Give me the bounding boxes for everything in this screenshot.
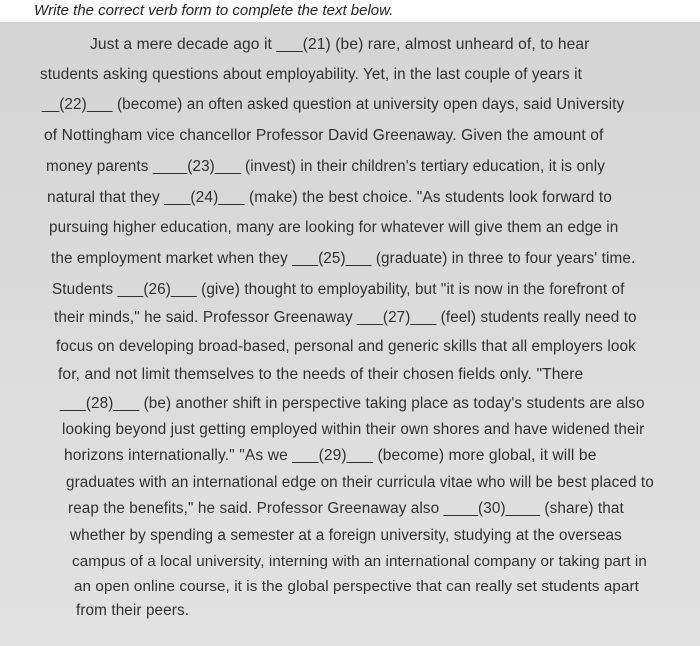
- passage-line: whether by spending a semester at a foreign university, studying at the overseas: [70, 527, 622, 544]
- passage-line: Students ___(26)___ (give) thought to employability, but "it is now in the forefront of: [52, 281, 625, 298]
- passage-line: reap the benefits," he said. Professor Greenaway also ____(30)____ (share) that: [68, 500, 624, 517]
- passage-line: students asking questions about employability. Yet, in the last couple of years it: [40, 66, 582, 83]
- passage-line: an open online course, it is the global perspective that can really set students apart: [74, 578, 639, 595]
- instruction-text: Write the correct verb form to complete the text below.: [34, 2, 394, 19]
- passage-line: looking beyond just getting employed within their own shores and have widened their: [62, 421, 645, 438]
- passage-line: Just a mere decade ago it ___(21) (be) rare, almost unheard of, to hear: [90, 36, 590, 53]
- passage-line: horizons internationally." "As we ___(29)___ (become) more global, it will be: [64, 447, 597, 464]
- passage-line: for, and not limit themselves to the needs of their chosen fields only. "There: [58, 366, 584, 383]
- passage-line: the employment market when they ___(25)___ (graduate) in three to four years' time.: [51, 250, 636, 267]
- passage-line: pursuing higher education, many are looking for whatever will give them an edge in: [49, 219, 619, 236]
- passage-line: __(22)___ (become) an often asked question at university open days, said University: [42, 96, 625, 113]
- passage-line: natural that they ___(24)___ (make) the best choice. "As students look forward to: [47, 189, 613, 206]
- passage-line: money parents ____(23)___ (invest) in their children's tertiary education, it is only: [46, 158, 605, 175]
- passage-line: ___(28)___ (be) another shift in perspective taking place as today's students are also: [60, 395, 645, 412]
- passage-line: their minds," he said. Professor Greenaway ___(27)___ (feel) students really need to: [54, 309, 637, 326]
- passage-line: graduates with an international edge on their curricula vitae who will be best placed to: [66, 474, 654, 491]
- passage-line: of Nottingham vice chancellor Professor David Greenaway. Given the amount of: [44, 127, 604, 144]
- passage-line: campus of a local university, interning with an international company or taking part in: [72, 553, 647, 570]
- passage-line: focus on developing broad-based, personal and generic skills that all employers look: [56, 338, 636, 355]
- passage-line: from their peers.: [76, 602, 190, 619]
